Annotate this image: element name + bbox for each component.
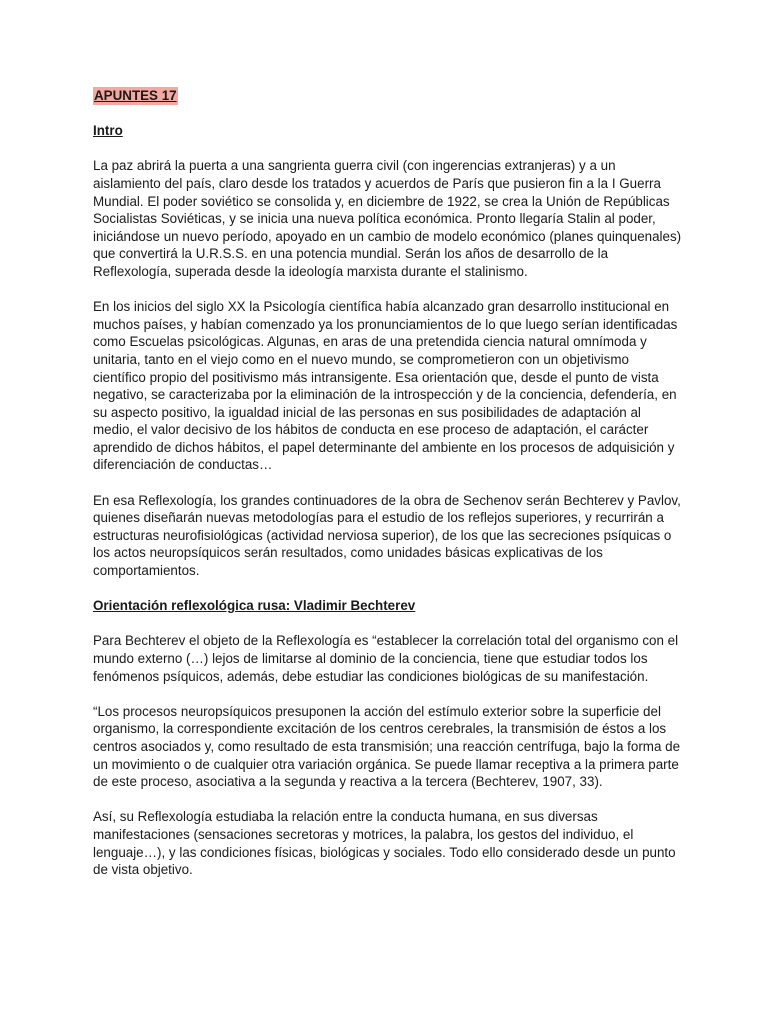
section-paragraph-1: Para Bechterev el objeto de la Reflexología es “establecer la correlación total del organismo con el mundo externo (…) lejos de limitarse al dominio de la conciencia, tiene que estudiar todos los fenómenos psíquicos, además, debe estudiar las condiciones biológicas de su manifestación. — [93, 633, 679, 684]
intro-paragraph-2: En los inicios del siglo XX la Psicología científica había alcanzado gran desarrollo institucional en muchos países, y habían comenzado ya los pronunciamientos de lo que luego serían identificadas como Escuelas psicológicas. Algunas, en aras de una pretendida ciencia natural omnímoda y unitaria, tanto en el viejo como en el nuevo mundo, se comprometieron con un objetivismo científico propio del positivismo más intransigente. Esa orientación que, desde el punto de vista negativo, se caracterizaba por la eliminación de la introspección y de la conciencia, defendería, en su aspecto positivo, la igualdad inicial de las personas en sus posibilidades de adaptación al medio, el valor decisivo de los hábitos de conducta en ese proceso de adaptación, el carácter aprendido de dichos hábitos, el papel determinante del ambiente en los procesos de adquisición y diferenciación de conductas… — [93, 299, 678, 473]
spacer — [93, 105, 683, 123]
section-heading: Orientación reflexológica rusa: Vladimir Bechterev — [93, 598, 416, 614]
intro-paragraph-3: En esa Reflexología, los grandes continuadores de la obra de Sechenov serán Bechterev y Pavlov, quienes diseñarán nuevas metodologías para el estudio de los reflejos superiores, y recurrirán a estructuras neurofisiológicas (actividad nerviosa superior), de los que las secreciones psíquicas o los actos neuropsíquicos serán resultados, como unidades básicas explicativas de los comportamientos. — [93, 492, 681, 579]
spacer — [93, 791, 683, 809]
spacer — [93, 474, 683, 492]
spacer — [93, 685, 683, 703]
spacer — [93, 140, 683, 158]
spacer — [93, 615, 683, 633]
spacer — [93, 580, 683, 598]
intro-paragraph-1: La paz abrirá la puerta a una sangrienta guerra civil (con ingerencias extranjeras) y a un aislamiento del país, claro desde los tratados y acuerdos de París que pusieron fin a la I Guerra Mundial. El poder soviético se consolida y, en diciembre de 1922, se crea la Unión de Repúblicas Socialistas Soviéticas, y se inicia una nueva política económica. Pronto llegaría Stalin al poder, iniciándose un nuevo período, apoyado en un cambio de modelo económico (planes quinquenales) que convertirá la U.R.S.S. en una potencia mundial. Serán los años de desarrollo de la Reflexología, superada desde la ideología marxista durante el stalinismo. — [93, 158, 682, 279]
intro-heading: Intro — [93, 123, 123, 139]
section-paragraph-2: “Los procesos neuropsíquicos presuponen la acción del estímulo exterior sobre la superficie del organismo, la correspondiente excitación de los centros cerebrales, la transmisión de éstos a los centros asociados y, como resultado de esta transmisión; una reacción centrífuga, bajo la forma de un movimiento o de cualquier otra variación orgánica. Se puede llamar receptiva a la primera parte de este proceso, asociativa a la segunda y reactiva a la tercera (Bechterev, 1907, 33). — [93, 703, 681, 790]
document-page — [93, 87, 683, 879]
section-paragraph-3: Así, su Reflexología estudiaba la relación entre la conducta humana, en sus diversas manifestaciones (sensaciones secretoras y motrices, la palabra, los gestos del individuo, el lenguaje…), y las condiciones físicas, biológicas y sociales. Todo ello considerado desde un punto de vista objetivo. — [93, 809, 676, 878]
spacer — [93, 281, 683, 299]
document-title: APUNTES 17 — [94, 88, 177, 103]
